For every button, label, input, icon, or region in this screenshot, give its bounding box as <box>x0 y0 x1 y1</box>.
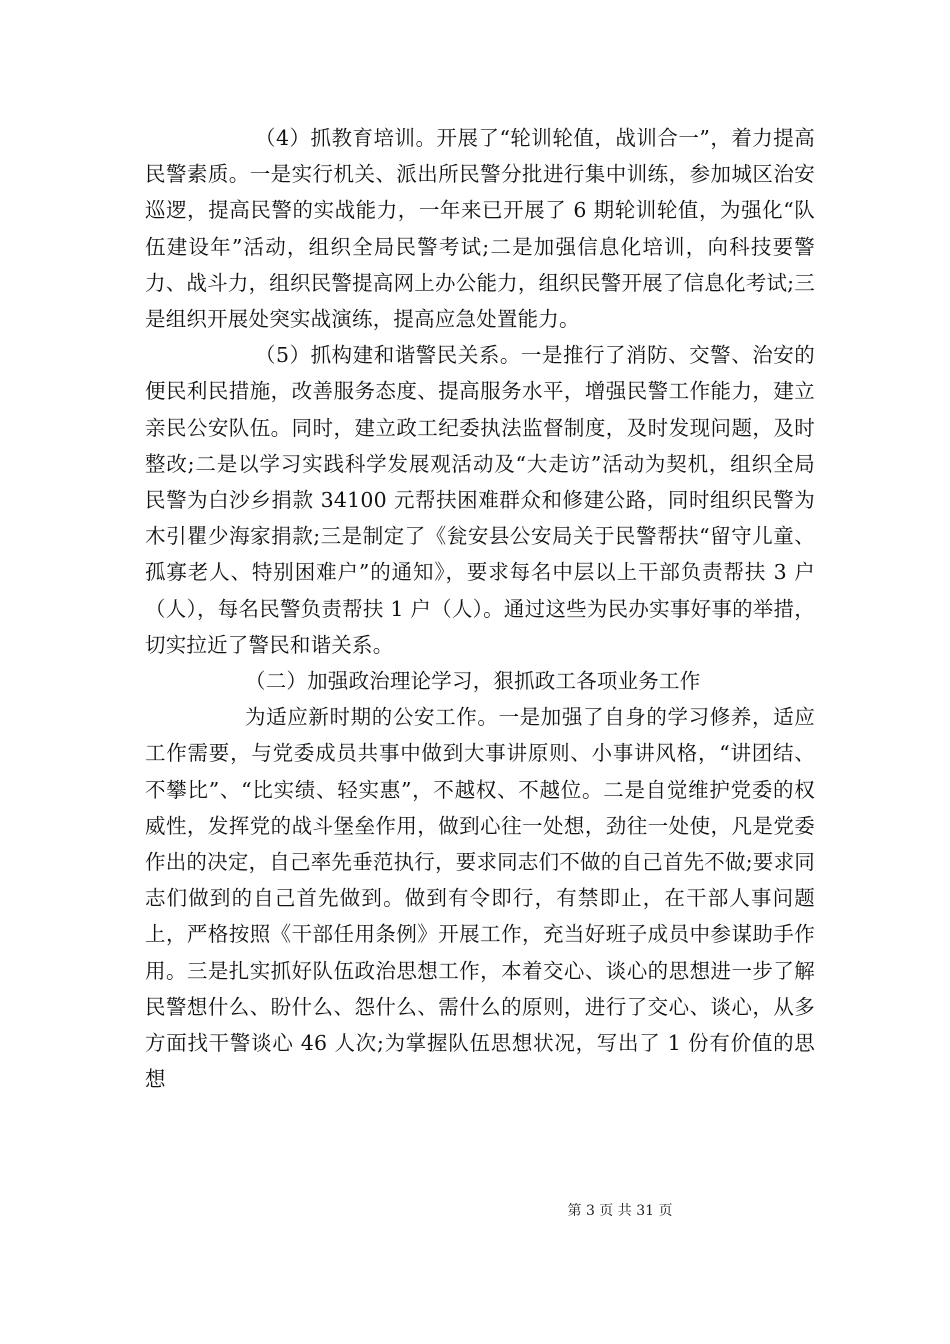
document-body <box>145 120 815 1097</box>
paragraph-item-5: （5）抓构建和谐警民关系。一是推行了消防、交警、治安的便民利民措施，改善服务态度、提高服务水平，增强民警工作能力，建立亲民公安队伍。同时，建立政工纪委执法监督制度，及时发现问题，及时整改;二是以学习实践科学发展观活动及“大走访”活动为契机，组织全局民警为白沙乡捐款 34100 元帮扶困难群众和修建公路，同时组织民警为木引瞿少海家捐款;三是制定了《瓮安县公安局关于民警帮扶“留守儿童、孤寡老人、特别困难户”的通知》，要求每名中层以上干部负责帮扶 3 户（人），每名民警负责帮扶 1 户（人）。通过这些为民办实事好事的举措，切实拉近了警民和谐关系。 <box>145 343 815 657</box>
paragraph-item-4: （4）抓教育培训。开展了“轮训轮值，战训合一”，着力提高民警素质。一是实行机关、派出所民警分批进行集中训练，参加城区治安巡逻，提高民警的实战能力，一年来已开展了 6 期轮训轮值，为强化“队伍建设年”活动，组织全局民警考试;二是加强信息化培训，向科技要警力、战斗力，组织民警提高网上办公能力，组织民警开展了信息化考试;三是组织开展处突实战演练，提高应急处置能力。 <box>145 126 815 332</box>
section-heading: （二）加强政治理论学习，狠抓政工各项业务工作 <box>245 669 701 694</box>
page-footer: 第 3 页 共 31 页 <box>567 1203 673 1219</box>
paragraph-body: 为适应新时期的公安工作。一是加强了自身的学习修养，适应工作需要，与党委成员共事中做到大事讲原则、小事讲风格，“讲团结、不攀比”、“比实绩、轻实惠”，不越权、不越位。二是自觉维护党委的权威性，发挥党的战斗堡垒作用，做到心往一处想，劲往一处使，凡是党委作出的决定，自己率先垂范执行，要求同志们不做的自己首先不做;要求同志们做到的自己首先做到。做到有令即行，有禁即止，在干部人事问题上，严格按照《干部任用条例》开展工作，充当好班子成员中参谋助手作用。三是扎实抓好队伍政治思想工作，本着交心、谈心的思想进一步了解民警想什么、盼什么、怨什么、需什么的原则，进行了交心、谈心，从多方面找干警谈心 46 人次;为掌握队伍思想状况，写出了 1 份有价值的思想 <box>145 705 815 1092</box>
